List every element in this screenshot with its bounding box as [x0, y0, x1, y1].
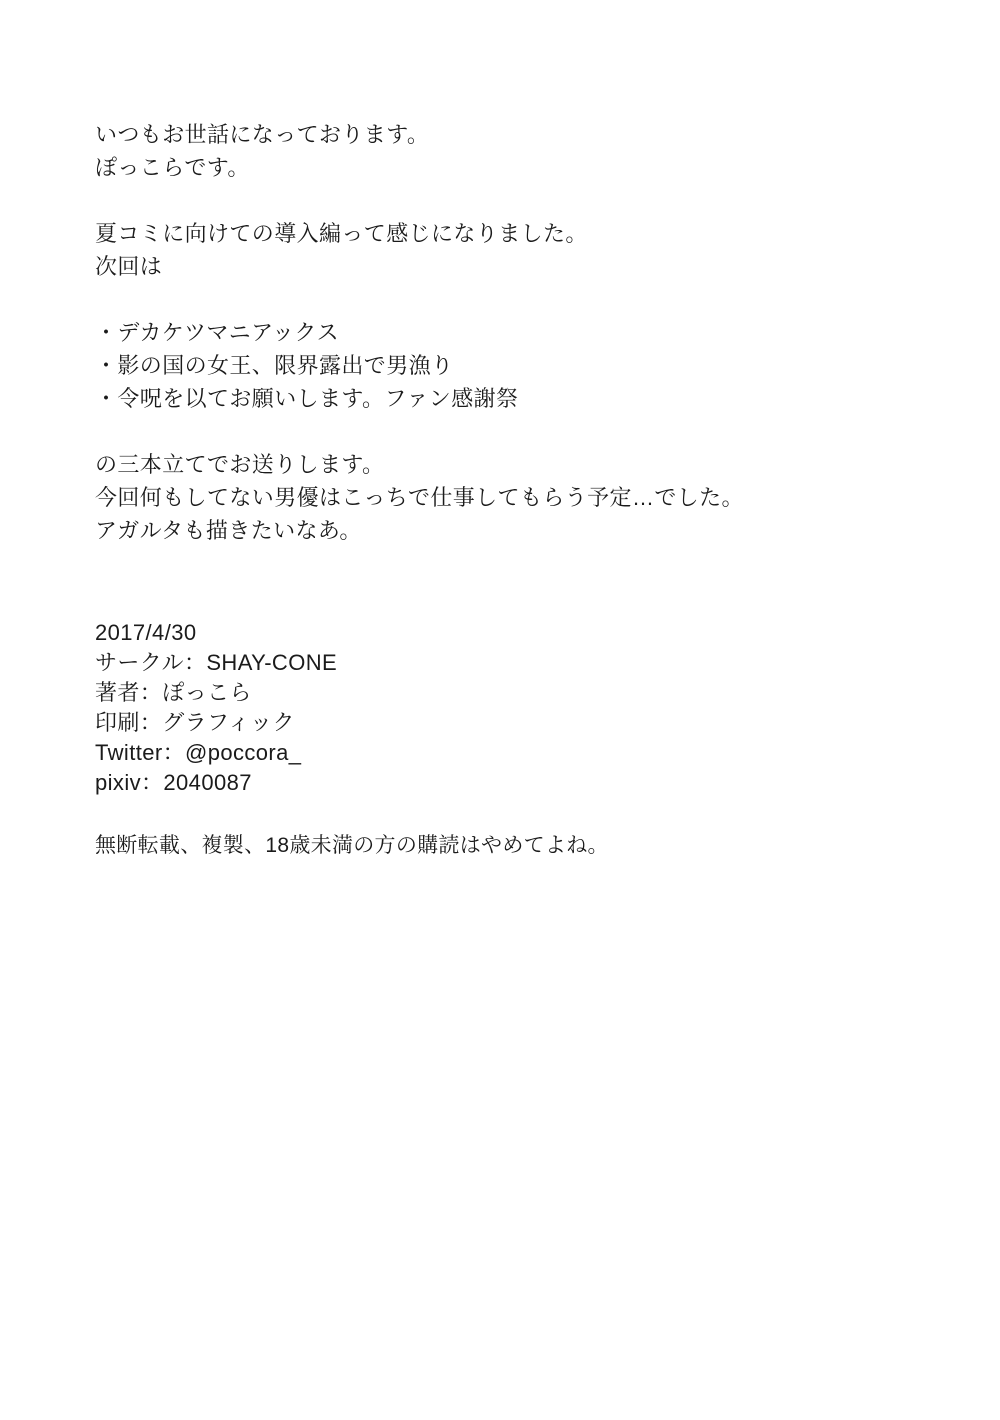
greeting-line-1: いつもお世話になっております。 [95, 122, 430, 147]
spacer-3 [95, 415, 925, 448]
greeting-line-2: ぽっこらです。 [95, 155, 250, 180]
colophon-twitter: Twitter：@poccora_ [95, 740, 302, 765]
list-item: ・デカケツマニアックス [95, 320, 339, 345]
afterword-content [95, 118, 925, 861]
colophon-printing: 印刷：グラフィック [95, 710, 295, 735]
colophon-date: 2017/4/30 [95, 620, 197, 645]
intro-line-2: 次回は [95, 254, 163, 279]
spacer-4 [95, 547, 925, 585]
colophon-block [95, 618, 925, 798]
intro-line-1: 夏コミに向けての導入編って感じになりました。 [95, 221, 588, 246]
colophon-pixiv: pixiv：2040087 [95, 770, 252, 795]
greeting-block [95, 118, 925, 184]
list-item: ・令呪を以てお願いします。ファン感謝祭 [95, 386, 519, 411]
closing-line-3: アガルタも描きたいなあ。 [95, 518, 362, 543]
closing-line-2: 今回何もしてない男優はこっちで仕事してもらう予定…でした。 [95, 485, 744, 510]
colophon-author: 著者：ぽっこら [95, 680, 252, 705]
list-item: ・影の国の女王、限界露出で男漁り [95, 353, 454, 378]
intro-block [95, 217, 925, 283]
spacer-2 [95, 283, 925, 316]
colophon-circle: サークル：SHAY-CONE [95, 650, 338, 675]
upcoming-titles-list [95, 316, 925, 415]
spacer-6 [95, 798, 925, 830]
spacer-5 [95, 585, 925, 618]
closing-block [95, 448, 925, 547]
closing-line-1: の三本立てでお送りします。 [95, 452, 385, 477]
spacer-1 [95, 184, 925, 217]
copyright-notice: 無断転載、複製、18歳未満の方の購読はやめてよね。 [95, 834, 609, 857]
